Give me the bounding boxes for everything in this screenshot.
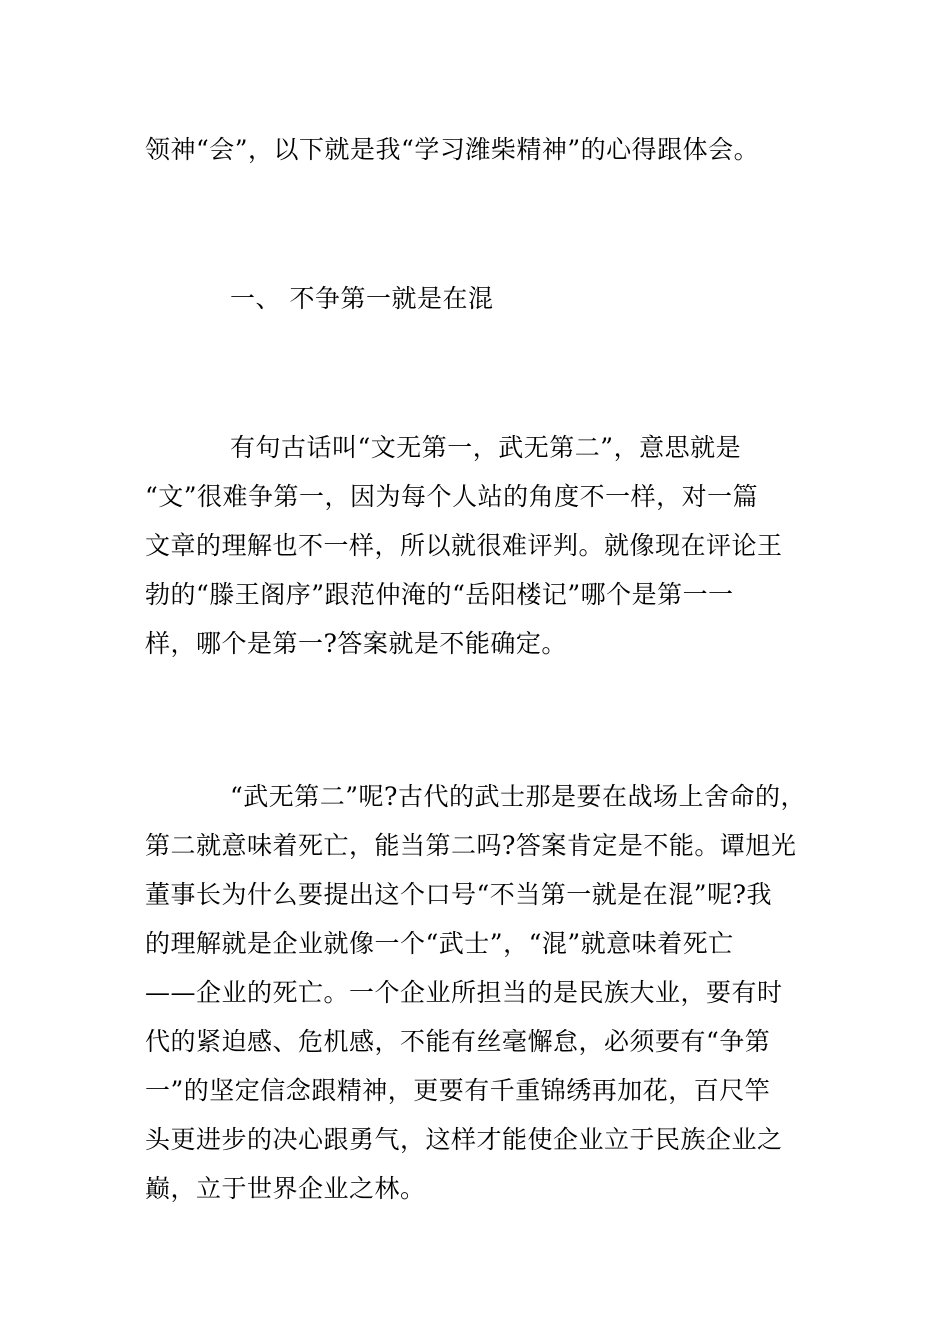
paragraph-line: 董事长为什么要提出这个口号“不当第一就是在混”呢?我 — [145, 880, 772, 909]
section-heading: 一、 不争第一就是在混 — [230, 284, 494, 313]
paragraph-line: 第二就意味着死亡，能当第二吗?答案肯定是不能。谭旭光 — [145, 831, 797, 860]
paragraph-line: 代的紧迫感、危机感，不能有丝毫懈怠，必须要有“争第 — [145, 1027, 771, 1056]
paragraph-line: ——企业的死亡。一个企业所担当的是民族大业，要有时 — [145, 978, 783, 1007]
intro-line: 领神“会”，以下就是我“学习潍柴精神”的心得跟体会。 — [145, 135, 760, 164]
paragraph-line: “文”很难争第一，因为每个人站的角度不一样，对一篇 — [145, 482, 759, 511]
paragraph-line: 头更进步的决心跟勇气，这样才能使企业立于民族企业之 — [145, 1125, 783, 1154]
paragraph-line: 巅，立于世界企业之林。 — [145, 1174, 426, 1203]
paragraph-line: “武无第二”呢?古代的武士那是要在战场上舍命的， — [230, 782, 806, 811]
paragraph-line: 的理解就是企业就像一个“武士”，“混”就意味着死亡 — [145, 929, 734, 958]
paragraph-line: 文章的理解也不一样，所以就很难评判。就像现在评论王 — [145, 531, 783, 560]
paragraph-line: 一”的坚定信念跟精神，更要有千重锦绣再加花，百尺竿 — [145, 1076, 771, 1105]
paragraph-line: 样，哪个是第一?答案就是不能确定。 — [145, 629, 567, 658]
paragraph-line: 勃的“滕王阁序”跟范仲淹的“岳阳楼记”哪个是第一一 — [145, 580, 734, 609]
paragraph-line: 有句古话叫“文无第一，武无第二”，意思就是 — [230, 433, 742, 462]
